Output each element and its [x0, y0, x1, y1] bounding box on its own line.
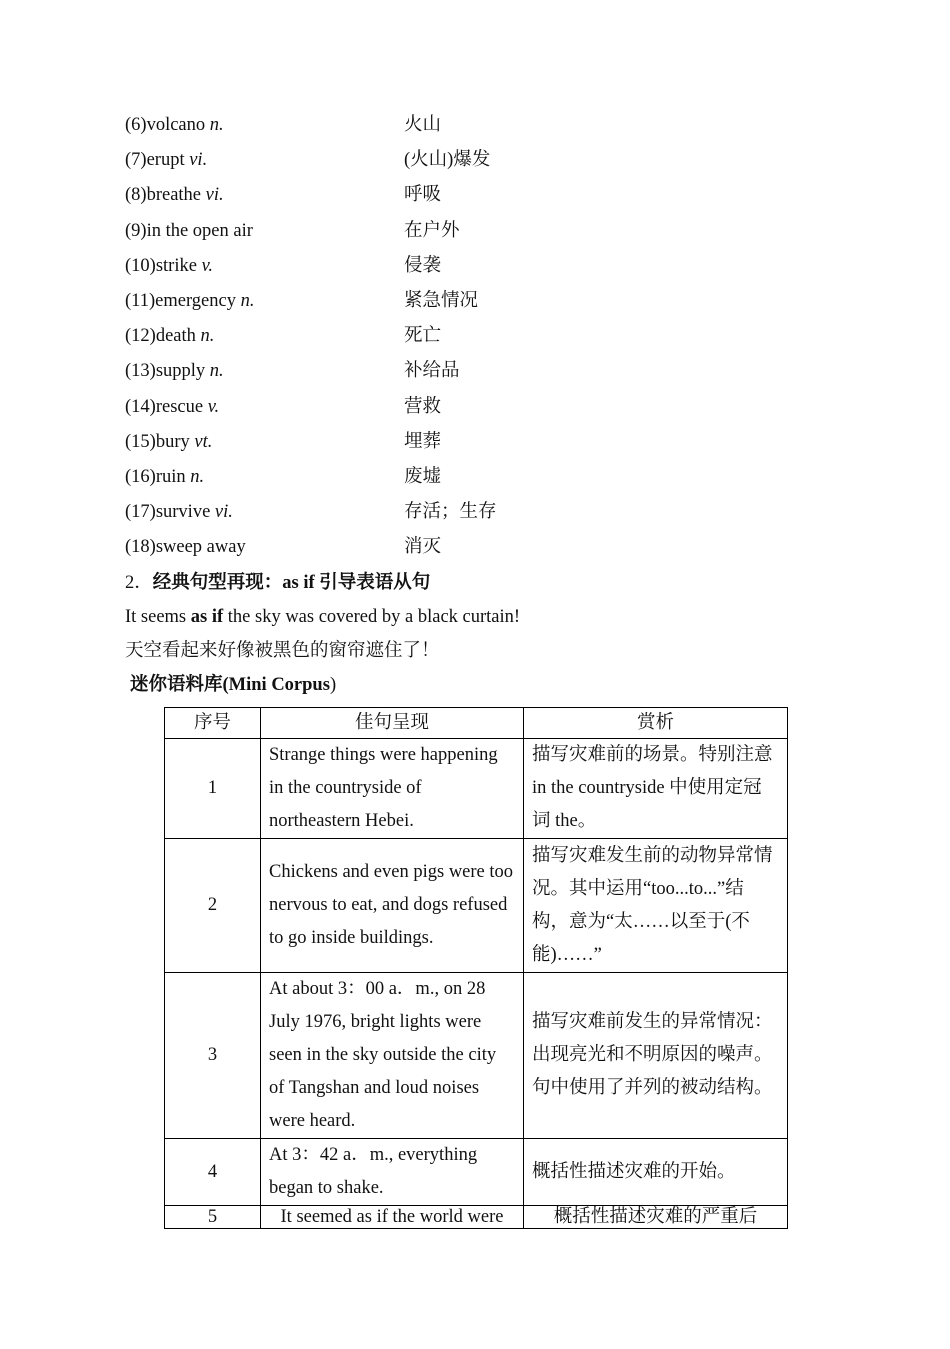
mini-corpus-table — [164, 707, 788, 1229]
row-number: 1 — [165, 739, 261, 839]
row-comment: 概括性描述灾难的严重后 — [524, 1206, 788, 1229]
header-no: 序号 — [165, 708, 261, 739]
pattern-heading: 2．经典句型再现：as if 引导表语从句 — [125, 573, 431, 593]
vocab-item: (11)emergency n. 紧急情况 — [125, 290, 479, 311]
row-number: 5 — [165, 1206, 261, 1229]
row-comment: 描写灾难前的场景。特别注意 in the countryside 中使用定冠词 the。 — [524, 739, 788, 839]
table-row — [165, 1139, 788, 1206]
vocab-item: (17)survive vi. 存活；生存 — [125, 502, 497, 523]
row-number: 2 — [165, 839, 261, 973]
vocab-item: (14)rescue v. 营救 — [125, 396, 442, 417]
row-sentence: At about 3：00 a．m., on 28 July 1976, bright lights were seen in the sky outside the city of Tangshan and loud noises were heard. — [261, 973, 524, 1139]
table-row — [165, 1206, 788, 1229]
row-number: 4 — [165, 1139, 261, 1206]
table-row — [165, 973, 788, 1139]
vocabulary-list — [125, 108, 825, 565]
pattern-example-chinese: 天空看起来好像被黑色的窗帘遮住了！ — [125, 641, 440, 661]
vocab-item: (18)sweep away 消灭 — [125, 537, 442, 558]
pattern-example-english: It seems as if the sky was covered by a black curtain! — [125, 607, 521, 627]
vocab-item: (15)bury vt. 埋葬 — [125, 431, 442, 452]
vocab-item: (9)in the open air 在户外 — [125, 220, 460, 241]
row-number: 3 — [165, 973, 261, 1139]
vocab-item: (6)volcano n. 火山 — [125, 115, 442, 135]
header-comment: 赏析 — [524, 708, 788, 739]
table-header-row — [165, 708, 788, 739]
row-sentence: Strange things were happening in the countryside of northeastern Hebei. — [261, 739, 524, 839]
vocab-item: (16)ruin n. 废墟 — [125, 466, 442, 487]
vocab-item: (10)strike v. 侵袭 — [125, 255, 442, 276]
row-comment: 概括性描述灾难的开始。 — [524, 1139, 788, 1206]
corpus-title: 迷你语料库(Mini Corpus) — [130, 675, 337, 695]
vocab-item: (12)death n. 死亡 — [125, 326, 442, 347]
row-sentence: Chickens and even pigs were too nervous to eat, and dogs refused to go inside buildings. — [261, 839, 524, 973]
vocab-item: (13)supply n. 补给品 — [125, 361, 460, 382]
row-comment: 描写灾难前发生的异常情况：出现亮光和不明原因的噪声。句中使用了并列的被动结构。 — [524, 973, 788, 1139]
vocab-item: (7)erupt vi. (火山)爆发 — [125, 150, 491, 171]
row-comment: 描写灾难发生前的动物异常情况。其中运用“too...to...”结构，意为“太……以至于(不能)……” — [524, 839, 788, 973]
header-sentence: 佳句呈现 — [261, 708, 524, 739]
page-bottom-margin — [160, 1229, 800, 1349]
table-row — [165, 739, 788, 839]
table-row — [165, 839, 788, 973]
row-sentence: It seemed as if the world were — [261, 1206, 524, 1229]
row-sentence: At 3：42 a．m., everything began to shake. — [261, 1139, 524, 1206]
vocab-item: (8)breathe vi. 呼吸 — [125, 185, 442, 206]
